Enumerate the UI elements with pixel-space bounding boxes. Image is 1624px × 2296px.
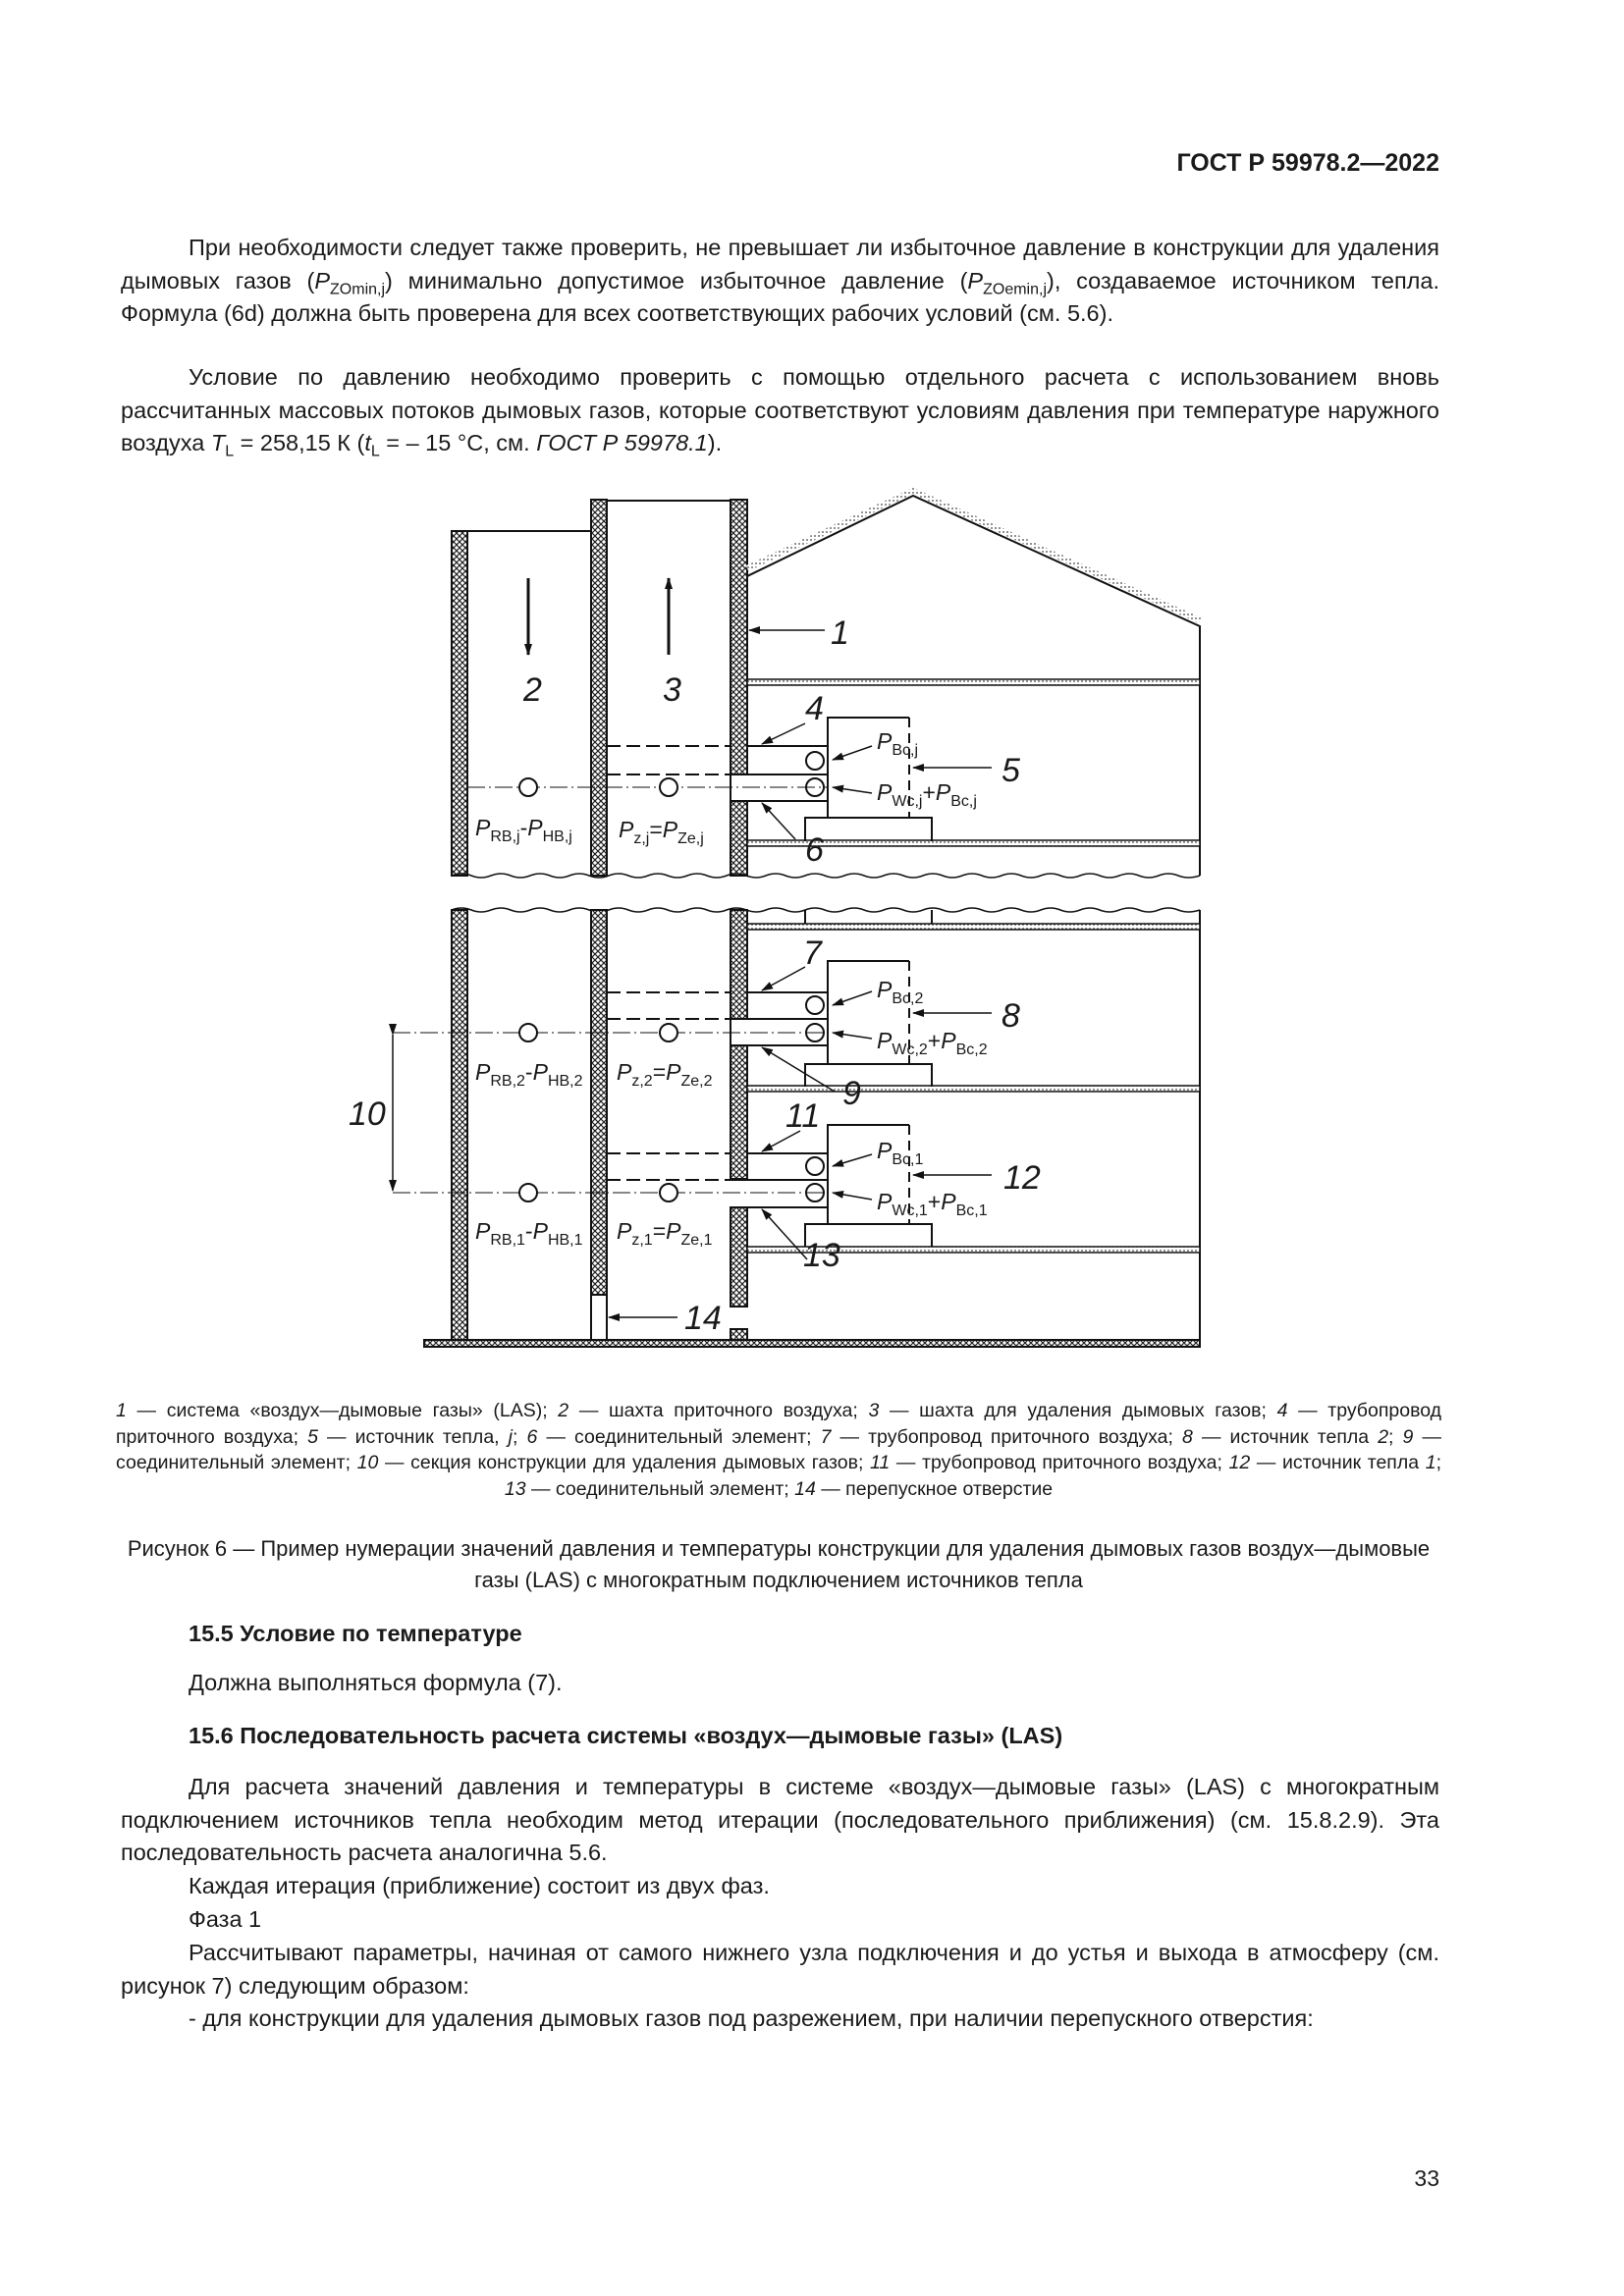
text: = – 15 °С, см. bbox=[379, 430, 537, 455]
label-14: 14 bbox=[684, 1300, 722, 1337]
label-11: 11 bbox=[785, 1097, 821, 1135]
legend-text: — источник тепла bbox=[1250, 1452, 1426, 1473]
section-15-6-paragraph-4: Рассчитывают параметры, начиная от самого нижнего узла подключения и до устья и выхода в атмосферу (см. рисунок 7) следующим образом: bbox=[121, 1940, 1439, 1999]
subscript: L bbox=[225, 443, 235, 460]
section-15-6-paragraph-1: Для расчета значений давления и температуры в системе «воздух—дымовые газы» (LAS) с многократным подключением источников тепла необходим метод итерации (последовательного приближения) (см. 15.8.2.9). Эта последовательность расчета аналогична 5.6. bbox=[121, 1774, 1439, 1865]
pressure-bc-j: $P_{Bc,j}$ bbox=[877, 728, 919, 759]
legend-key: 10 bbox=[356, 1452, 379, 1473]
pressure-z-ze-2: $P_{z,2}=P_{Ze,2}$ bbox=[617, 1059, 713, 1090]
text: ) минимально допустимое избыточное давление ( bbox=[385, 267, 968, 294]
subscript: L bbox=[370, 443, 380, 460]
symbol: P bbox=[314, 267, 331, 294]
subscript: ZOemin,j bbox=[983, 281, 1047, 298]
pressure-wc-bc-j: $P_{Wc,j}+P_{Bc,j}$ bbox=[877, 779, 977, 810]
supply-air-shaft-outer-wall bbox=[452, 531, 467, 876]
standard-designation: ГОСТ Р 59978.2—2022 bbox=[1176, 149, 1439, 177]
legend-key: 9 bbox=[1402, 1425, 1414, 1448]
pressure-rb-hb-2: $P_{RB,2}-P_{HB,2}$ bbox=[475, 1059, 583, 1090]
label-8: 8 bbox=[1001, 997, 1020, 1035]
legend-text: — источник тепла bbox=[1192, 1425, 1379, 1448]
legend-key: 1 bbox=[1425, 1452, 1436, 1473]
legend-key: 2 bbox=[1378, 1425, 1389, 1448]
pressure-rb-hb-j: $P_{RB,j}-P_{HB,j}$ bbox=[475, 815, 572, 845]
section-15-5-text: Должна выполняться формула (7). bbox=[189, 1670, 563, 1695]
text: ). bbox=[707, 430, 723, 455]
legend-key: 8 bbox=[1182, 1425, 1193, 1448]
flue-shaft-outer-wall bbox=[731, 500, 747, 876]
legend-key: j bbox=[508, 1425, 514, 1448]
legend-key: 11 bbox=[870, 1452, 891, 1473]
legend-key: 5 bbox=[307, 1425, 318, 1448]
legend-text: — трубопровод приточного воздуха; bbox=[831, 1425, 1183, 1448]
symbol: T bbox=[210, 430, 226, 455]
symbol: P bbox=[967, 267, 984, 294]
label-3: 3 bbox=[663, 671, 681, 709]
legend-key: 7 bbox=[820, 1425, 832, 1448]
text: Условие по давлению необходимо проверить с помощью отдельного расчета с использованием вновь рассчитанных массовых потоков дымовых газов, которые соответствуют условиям давления при температуре наружного воздуха bbox=[121, 364, 1439, 455]
legend-key: 14 bbox=[794, 1477, 816, 1500]
section-15-6-paragraph-5: - для конструкции для удаления дымовых газов под разрежением, при наличии перепускного отверстия: bbox=[189, 2005, 1314, 2031]
label-10: 10 bbox=[349, 1095, 386, 1133]
figure-caption: Рисунок 6 — Пример нумерации значений давления и температуры конструкции для удаления дымовых газов воздух—дымовые газы (LAS) с многократным подключением источников тепла bbox=[127, 1536, 1431, 1592]
legend-key: 6 bbox=[526, 1425, 538, 1448]
text: = 258,15 К ( bbox=[234, 430, 365, 455]
legend-text: ; bbox=[513, 1425, 527, 1448]
text: ), создаваемое источником тепла. Формула (6d) должна быть проверена для всех соответствующих рабочих условий (см. 5.6). bbox=[121, 267, 1439, 326]
figure-legend bbox=[116, 1398, 1441, 1502]
section-15-6-heading: 15.6 Последовательность расчета системы «воздух—дымовые газы» (LAS) bbox=[189, 1723, 1063, 1748]
break-line-bottom bbox=[452, 908, 1200, 912]
legend-text: — шахта приточного воздуха; bbox=[568, 1400, 869, 1421]
label-6: 6 bbox=[805, 831, 824, 869]
subscript: ZOmin,j bbox=[330, 281, 386, 298]
pressure-wc-bc-2: $P_{Wc,2}+P_{Bc,2}$ bbox=[877, 1028, 988, 1058]
break-line-top bbox=[452, 874, 1200, 878]
label-13: 13 bbox=[803, 1237, 840, 1274]
legend-text: ; bbox=[1435, 1452, 1441, 1473]
legend-key: 13 bbox=[504, 1477, 526, 1500]
legend-text: — система «воздух—дымовые газы» (LAS); bbox=[126, 1400, 559, 1421]
pressure-rb-hb-1: $P_{RB,1}-P_{HB,1}$ bbox=[475, 1218, 583, 1249]
pressure-z-ze-j: $P_{z,j}=P_{Ze,j}$ bbox=[619, 817, 704, 847]
pressure-z-ze-1: $P_{z,1}=P_{Ze,1}$ bbox=[617, 1218, 713, 1249]
legend-text: — шахта для удаления дымовых газов; bbox=[879, 1400, 1277, 1421]
text: При необходимости следует также проверить, не превышает ли избыточное давление в конструкции для удаления дымовых газов ( bbox=[121, 235, 1439, 294]
legend-key: 4 bbox=[1276, 1400, 1288, 1421]
legend-text: — соединительный элемент; bbox=[537, 1425, 821, 1448]
legend-text: — секция конструкции для удаления дымовых газов; bbox=[378, 1452, 871, 1473]
label-7: 7 bbox=[803, 934, 822, 972]
legend-key: 3 bbox=[868, 1400, 880, 1421]
section-15-5-heading: 15.5 Условие по температуре bbox=[189, 1621, 522, 1646]
pressure-wc-bc-1: $P_{Wc,1}+P_{Bc,1}$ bbox=[877, 1189, 988, 1219]
legend-text: — перепускное отверстие bbox=[815, 1477, 1054, 1500]
ground bbox=[424, 1340, 1200, 1347]
legend-key: 12 bbox=[1228, 1452, 1251, 1473]
legend-text: — трубопровод приточного воздуха; bbox=[116, 1400, 1442, 1448]
label-5: 5 bbox=[1001, 752, 1020, 789]
legend-key: 2 bbox=[558, 1400, 569, 1421]
legend-key: 1 bbox=[116, 1400, 127, 1421]
label-4: 4 bbox=[805, 690, 824, 727]
page-number: 33 bbox=[1414, 2165, 1439, 2191]
legend-text: — трубопровод приточного воздуха; bbox=[890, 1452, 1229, 1473]
label-12: 12 bbox=[1003, 1159, 1041, 1197]
symbol: t bbox=[364, 430, 371, 455]
section-15-6-paragraph-2: Каждая итерация (приближение) состоит из двух фаз. bbox=[189, 1873, 770, 1898]
legend-text: ; bbox=[1388, 1425, 1403, 1448]
label-9: 9 bbox=[842, 1075, 861, 1112]
pressure-bc-2: $P_{Bc,2}$ bbox=[877, 977, 924, 1007]
label-1: 1 bbox=[831, 614, 849, 652]
section-15-6-phase-1: Фаза 1 bbox=[189, 1906, 262, 1932]
pressure-bc-1: $P_{Bc,1}$ bbox=[877, 1138, 924, 1168]
label-2: 2 bbox=[523, 671, 542, 709]
standard-reference: ГОСТ Р 59978.1 bbox=[536, 430, 708, 455]
shaft-partition-wall bbox=[591, 500, 607, 876]
legend-text: — соединительный элемент; bbox=[525, 1477, 795, 1500]
bypass-opening bbox=[591, 1295, 607, 1340]
legend-text: — соединительный элемент; bbox=[116, 1425, 1441, 1473]
legend-text: — источник тепла, bbox=[317, 1425, 509, 1448]
